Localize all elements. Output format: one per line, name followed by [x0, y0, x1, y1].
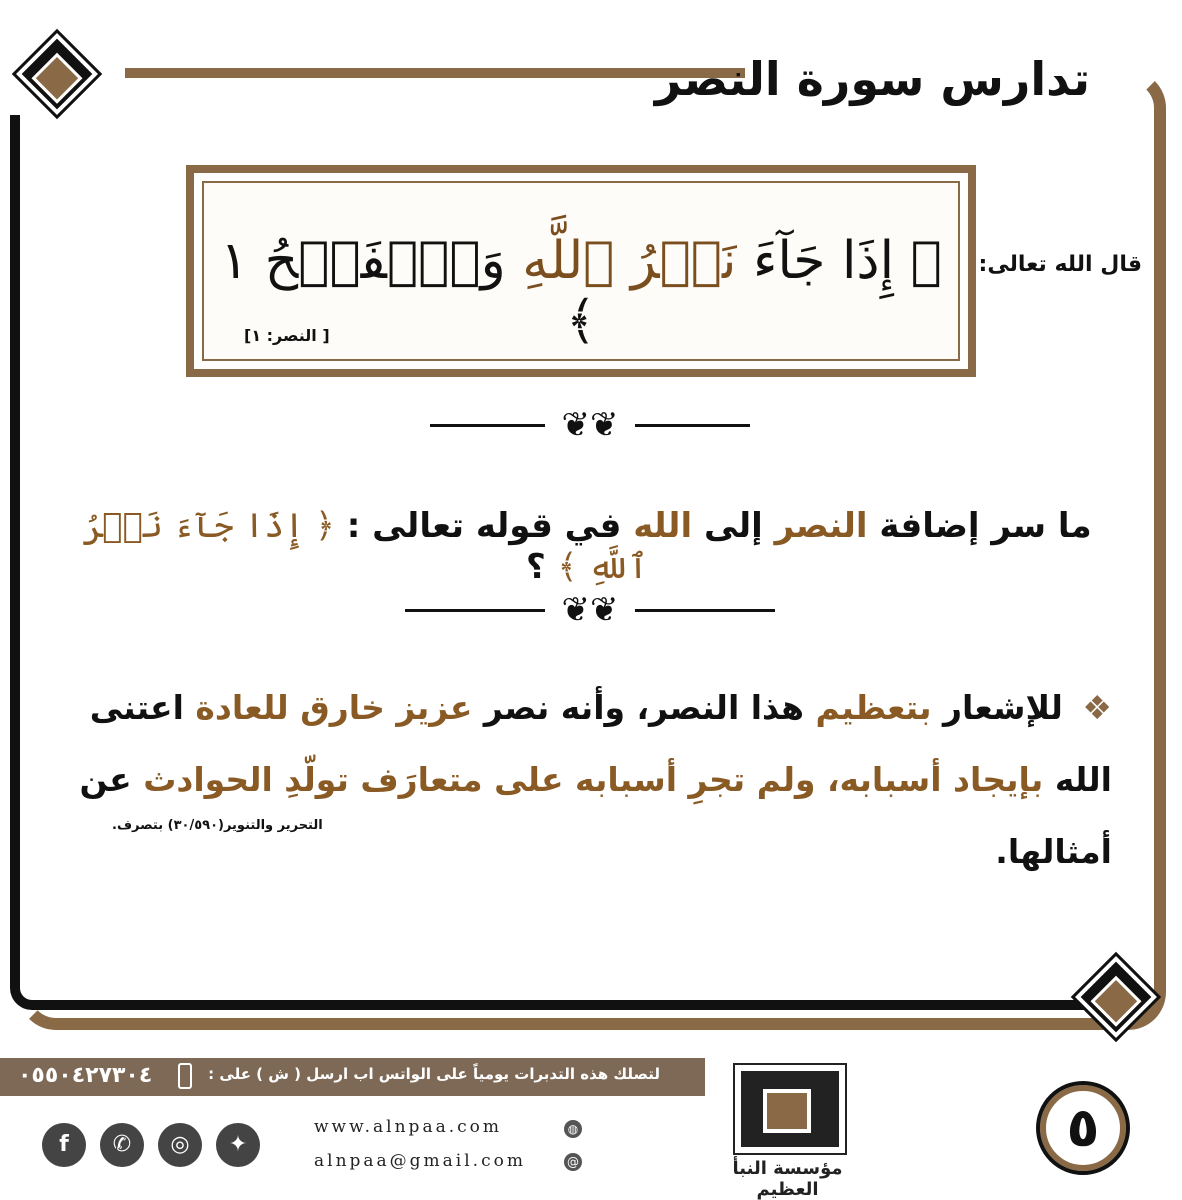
whatsapp-text: لتصلك هذه التدبرات يومياً على الواتس اب ارسل ( ش ) على :	[208, 1065, 660, 1083]
answer-t8: متعارَف تولّدِ الحوادث	[143, 760, 483, 799]
instagram-icon[interactable]: ◎	[158, 1123, 202, 1167]
title-bar	[125, 68, 745, 78]
answer-t6: اعتنى الله	[89, 688, 1112, 799]
ayah-bracket-close: ﴾	[565, 291, 597, 351]
ayah-part-1: إِذَا جَآءَ	[753, 231, 895, 291]
ayah-reference: [ النصر: ١]	[244, 326, 330, 345]
facebook-icon[interactable]: f	[42, 1123, 86, 1167]
answer-t1: للإشعار	[942, 688, 1063, 727]
ornament-divider	[405, 590, 775, 630]
twitter-icon[interactable]: ✦	[216, 1123, 260, 1167]
at-icon: @	[564, 1153, 582, 1171]
globe-icon: ◍	[564, 1120, 582, 1138]
source-citation: التحرير والتنوير(٣٠/٥٩٠) بتصرف.	[112, 818, 323, 833]
question-part-3: إلى	[703, 506, 763, 546]
divider-line	[635, 424, 750, 427]
divider-line	[430, 424, 545, 427]
email-link[interactable]: alnpaa@gmail.com	[314, 1151, 526, 1171]
brand-logo	[735, 1065, 845, 1153]
question-part-2: النصر	[774, 506, 868, 546]
brand-name: مؤسسة النبأ العظيم	[732, 1158, 843, 1200]
answer-t2: بتعظيم	[815, 688, 932, 727]
whatsapp-icon[interactable]: ✆	[100, 1123, 144, 1167]
answer-t5: للعادة	[195, 688, 289, 727]
phone-number[interactable]: ٠٥٥٠٤٢٧٣٠٤	[18, 1063, 153, 1088]
question	[62, 505, 1112, 587]
quote-inner	[202, 181, 960, 361]
page-title: تدارس سورة النصر	[654, 52, 1090, 106]
question-part-4: الله	[633, 506, 693, 546]
ayah-part-2: نَصۡرُ ٱللَّهِ	[522, 231, 737, 291]
quote-box	[186, 165, 976, 377]
bullet-icon: ❖	[1082, 688, 1112, 727]
divider-line	[405, 609, 545, 612]
ayah-part-3: وَٱلۡفَتۡحُ ١	[220, 231, 506, 291]
answer	[72, 672, 1112, 888]
question-mark: ؟	[525, 547, 546, 587]
answer-t9: عن أمثالها.	[79, 760, 1112, 871]
ornament-divider	[430, 405, 750, 445]
ayah-bracket-open: ﴿	[910, 231, 942, 291]
question-part-1: ما سر إضافة	[879, 506, 1092, 546]
ornament-icon: ❦❦	[561, 405, 619, 445]
answer-t3: هذا النصر، وأنه نصر	[483, 688, 804, 727]
question-part-5: في قوله تعالى :	[346, 506, 622, 546]
ornament-icon: ❦❦	[561, 590, 619, 630]
page-number: ٥	[1040, 1085, 1126, 1171]
website-link[interactable]: www.alnpaa.com	[314, 1117, 502, 1137]
question-ayah: ﴿ إِذَا جَآءَ نَصۡرُ ٱللَّهِ ﴾	[82, 506, 649, 587]
phone-icon	[178, 1063, 192, 1089]
answer-t7: بإيجاد أسبابه، ولم تجرِ أسبابه على	[494, 760, 1044, 799]
answer-t4: عزيز خارق	[300, 688, 473, 727]
divider-line	[635, 609, 775, 612]
quote-intro: قال الله تعالى:	[978, 252, 1142, 277]
